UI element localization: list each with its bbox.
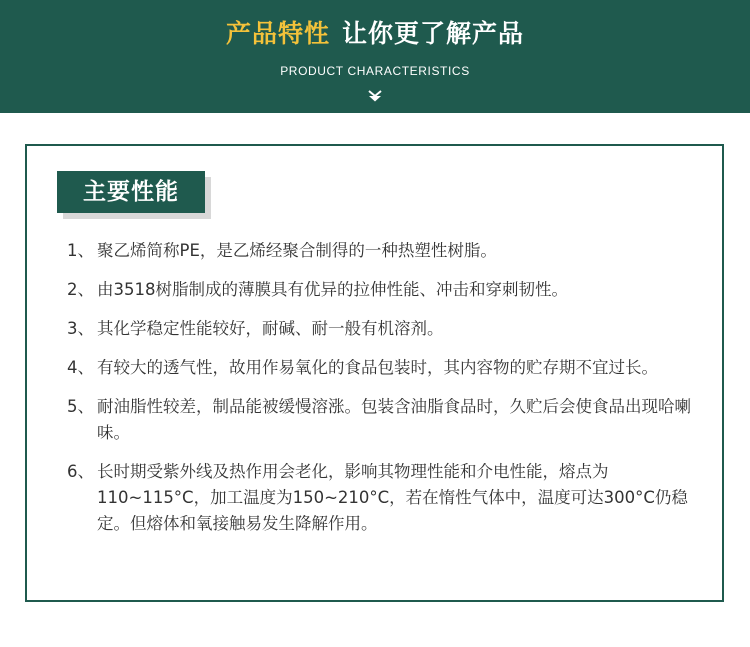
banner-title-highlight: 产品特性 [225,19,330,48]
feature-text: 其化学稳定性能较好，耐碱、耐一般有机溶剂。 [97,319,444,338]
feature-item [67,394,707,446]
features-card [25,144,724,602]
feature-text: 耐油脂性较差，制品能被缓慢溶涨。包装含油脂食品时，久贮后会使食品出现哈喇味。 [97,397,691,442]
features-list [67,238,707,550]
feature-text: 聚乙烯简称PE，是乙烯经聚合制得的一种热塑性树脂。 [97,241,497,260]
feature-number: 3、 [67,319,94,338]
section-label: 主要性能 [57,171,205,213]
feature-text: 由3518树脂制成的薄膜具有优异的拉伸性能、冲击和穿刺韧性。 [97,280,568,299]
double-chevron-down-icon [368,90,382,102]
banner-subtitle: PRODUCT CHARACTERISTICS [280,64,470,78]
feature-number: 6、 [67,462,94,481]
header-banner [0,0,750,113]
feature-text: 长时期受紫外线及热作用会老化，影响其物理性能和介电性能，熔点为110~115°C，加工温度为150~210°C，若在惰性气体中，温度可达300°C仍稳定。但熔体和氧接触易发生降解作用。 [97,462,688,533]
feature-item [67,459,707,537]
feature-number: 1、 [67,241,94,260]
feature-item [67,355,707,381]
feature-number: 5、 [67,397,94,416]
feature-text: 有较大的透气性，故用作易氧化的食品包装时，其内容物的贮存期不宜过长。 [97,358,658,377]
feature-item [67,316,707,342]
banner-title [0,18,750,50]
feature-number: 2、 [67,280,94,299]
feature-number: 4、 [67,358,94,377]
feature-item [67,238,707,264]
feature-item [67,277,707,303]
banner-title-rest: 让你更了解产品 [342,19,525,48]
